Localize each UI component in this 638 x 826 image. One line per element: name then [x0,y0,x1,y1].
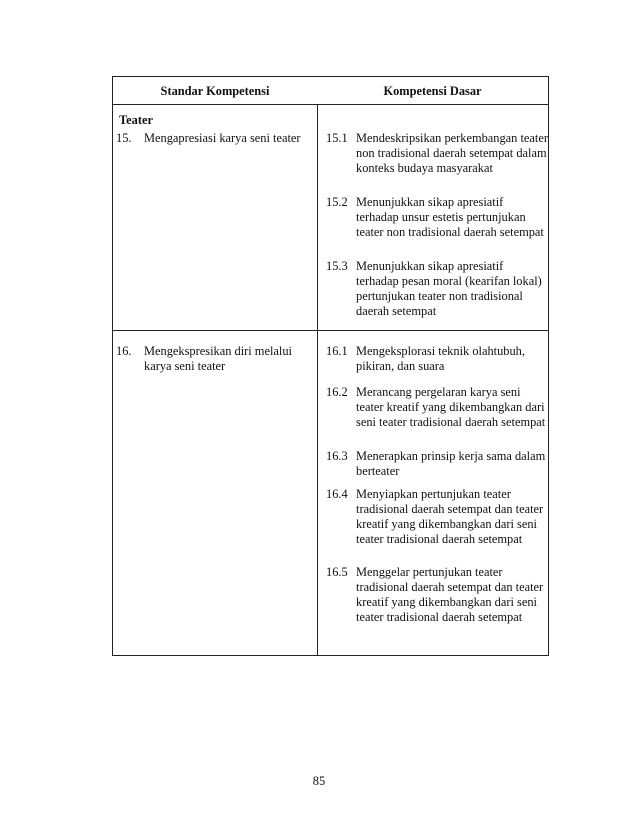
standard-number: 16. [116,344,132,358]
competency-text: Merancang pergelaran karya seni teater kreatif yang dikembangkan dari seni teater tradisional daerah setempat [356,385,546,429]
standard-number: 15. [116,131,132,145]
competency-number: 16.3 [326,449,348,463]
competency-text: Menyiapkan pertunjukan teater tradisional daerah setempat dan teater kreatif yang dikembangkan dari seni teater tradisional daerah setempat [356,487,544,546]
standard-text: Mengapresiasi karya seni teater [144,131,301,145]
competency-number: 16.4 [326,487,348,501]
header-kompetensi-dasar: Kompetensi Dasar [383,84,482,98]
competency-number: 16.1 [326,344,348,358]
column-divider [317,331,318,655]
competency-text: Mendeskripsikan perkembangan teater non tradisional daerah setempat dalam konteks budaya masyarakat [356,131,548,175]
section-title: Teater [119,113,153,127]
competency-number: 16.2 [326,385,348,399]
competency-number: 16.5 [326,565,348,579]
competency-text: Menggelar pertunjukan teater tradisional daerah setempat dan teater kreatif yang dikembangkan dari seni teater tradisional daerah setempat [356,565,544,624]
standard-text: Mengekspresikan diri melalui karya seni teater [144,344,292,373]
competency-text: Menerapkan prinsip kerja sama dalam berteater [356,449,546,478]
competency-number: 15.2 [326,195,348,209]
competency-text: Menunjukkan sikap apresiatif terhadap unsur estetis pertunjukan teater non tradisional daerah setempat [356,195,544,239]
column-divider [317,104,318,330]
competency-number: 15.3 [326,259,348,273]
competency-text: Mengeksplorasi teknik olahtubuh, pikiran, dan suara [356,344,525,373]
competency-number: 15.1 [326,131,348,145]
page-number: 85 [312,774,326,788]
header-standar-kompetensi: Standar Kompetensi [160,84,270,98]
competency-table [112,76,549,656]
competency-text: Menunjukkan sikap apresiatif terhadap pesan moral (kearifan lokal) pertunjukan teater non tradisional daerah setempat [356,259,542,318]
table-header [113,77,548,105]
row-divider [113,330,548,331]
